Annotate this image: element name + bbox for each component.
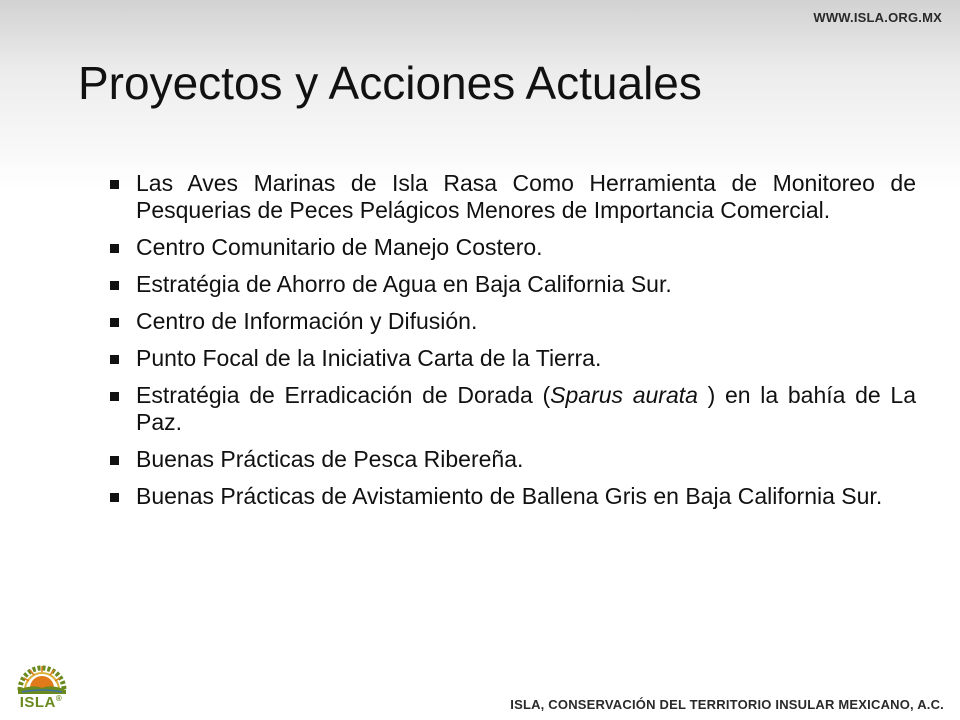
- isla-logo: [8, 650, 74, 714]
- list-item: [108, 345, 916, 372]
- website-url: WWW.ISLA.ORG.MX: [813, 10, 942, 25]
- square-bullet-icon: [110, 355, 119, 364]
- slide-title: Proyectos y Acciones Actuales: [78, 57, 702, 109]
- list-item-text: Las Aves Marinas de Isla Rasa Como Herramienta de Monitoreo de Pesquerias de Peces Pelágicos Menores de Importancia Comercial.: [136, 170, 916, 223]
- bullet-list: [108, 170, 916, 520]
- square-bullet-icon: [110, 244, 119, 253]
- list-item-text: [136, 382, 916, 435]
- square-bullet-icon: [110, 392, 119, 401]
- list-item-text: Buenas Prácticas de Pesca Ribereña.: [136, 446, 524, 472]
- square-bullet-icon: [110, 318, 119, 327]
- list-item: [108, 446, 916, 473]
- square-bullet-icon: [110, 281, 119, 290]
- logo-text: [8, 694, 74, 711]
- logo-wordmark: ISLA: [19, 694, 56, 711]
- square-bullet-icon: [110, 493, 119, 502]
- list-item-text: Estratégia de Ahorro de Agua en Baja California Sur.: [136, 271, 672, 297]
- list-item-text-end: ) en la bahía de La Paz.: [136, 382, 916, 435]
- list-item: [108, 308, 916, 335]
- organization-name: ISLA, CONSERVACIÓN DEL TERRITORIO INSULAR MEXICANO, A.C.: [510, 697, 944, 712]
- island-sun-icon: [14, 650, 70, 694]
- list-item: [108, 271, 916, 298]
- list-item-text-start: Estratégia de Erradicación de Dorada (: [136, 382, 551, 408]
- list-item: [108, 483, 916, 510]
- list-item: [108, 234, 916, 261]
- square-bullet-icon: [110, 180, 119, 189]
- registered-mark: ®: [55, 694, 63, 703]
- list-item-text: Punto Focal de la Iniciativa Carta de la Tierra.: [136, 345, 602, 371]
- list-item-text: Centro de Información y Difusión.: [136, 308, 478, 334]
- list-item: [108, 170, 916, 224]
- list-item-text: Buenas Prácticas de Avistamiento de Ballena Gris en Baja California Sur.: [136, 483, 883, 509]
- list-item-text: Centro Comunitario de Manejo Costero.: [136, 234, 543, 260]
- square-bullet-icon: [110, 456, 119, 465]
- species-name: Sparus aurata: [550, 382, 698, 408]
- list-item: [108, 382, 916, 436]
